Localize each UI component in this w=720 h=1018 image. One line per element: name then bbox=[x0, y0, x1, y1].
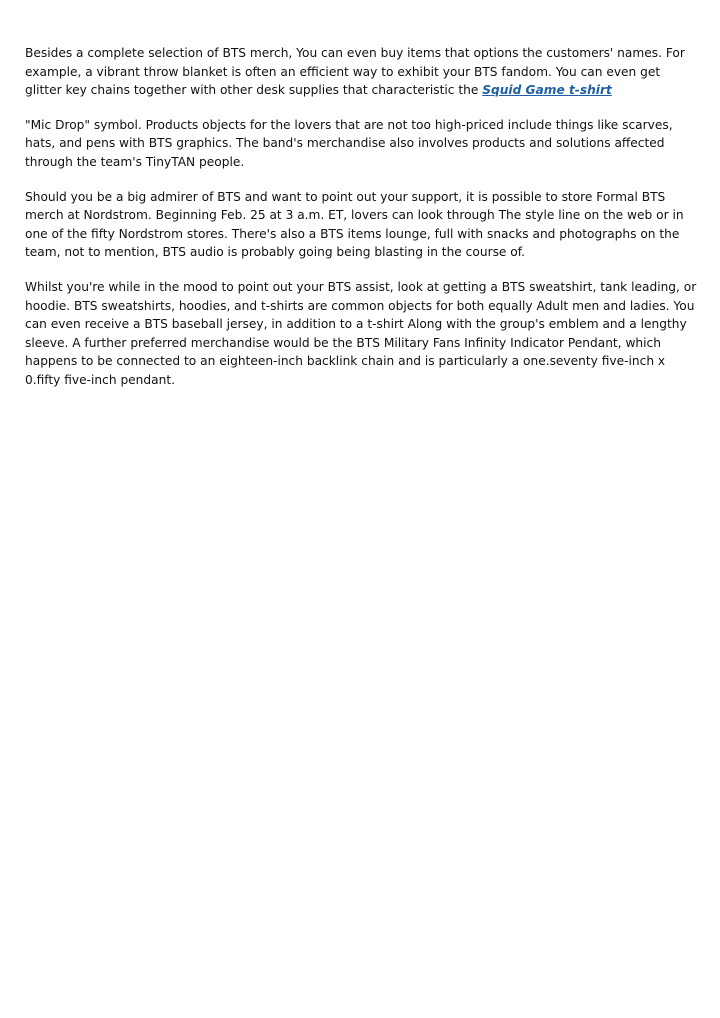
paragraph-4-text: Whilst you're while in the mood to point out your BTS assist, look at getting a BTS sweatshirt, tank leading, or hoodie. BTS sweatshirts, hoodies, and t-shirts are common objects for both equally Adult men and ladies. You can even receive a BTS baseball jersey, in addition to a t-shirt Along with the group's emblem and a lengthy sleeve. A further preferred merchandise would be the BTS Military Fans Infinity Indicator Pendant, which happens to be connected to an eighteen-inch backlink chain and is particularly a one.seventy five-inch x 0.fifty five-inch pendant. bbox=[25, 279, 697, 387]
squid-game-tshirt-link[interactable]: Squid Game t-shirt bbox=[482, 83, 612, 98]
paragraph-2-text: "Mic Drop" symbol. Products objects for the lovers that are not too high-priced include things like scarves, hats, and pens with BTS graphics. The band's merchandise also involves products and solutions affected through the team's TinyTAN people. bbox=[25, 117, 673, 169]
paragraph-1 bbox=[25, 44, 697, 100]
paragraph-2 bbox=[25, 116, 697, 172]
paragraph-1-text: Besides a complete selection of BTS merch, You can even buy items that options the customers' names. For example, a vibrant throw blanket is often an efficient way to exhibit your BTS fandom. You can even get glitter key chains together with other desk supplies that characteristic the bbox=[25, 46, 685, 98]
paragraph-3 bbox=[25, 188, 697, 262]
document-body bbox=[25, 44, 697, 406]
paragraph-3-text: Should you be a big admirer of BTS and want to point out your support, it is possible to store Formal BTS merch at Nordstrom. Beginning Feb. 25 at 3 a.m. ET, lovers can look through The style line on the web or in one of the fifty Nordstrom stores. There's also a BTS items lounge, full with snacks and photographs on the team, not to mention, BTS audio is probably going being blasting in the course of. bbox=[25, 189, 684, 260]
paragraph-4 bbox=[25, 278, 697, 390]
